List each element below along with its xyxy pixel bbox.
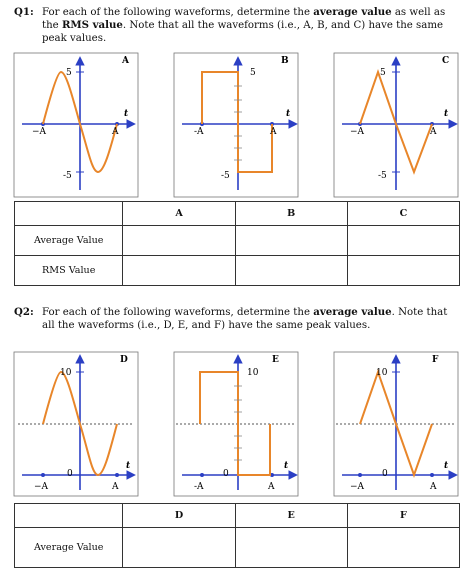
q1-cell-avg-a[interactable] xyxy=(123,226,235,256)
graph-d-letter: D xyxy=(120,355,128,365)
graph-a-letter: A xyxy=(122,56,129,66)
graph-b-negx: -A xyxy=(194,127,204,137)
graph-d-negx: −A xyxy=(34,482,49,492)
graph-f-frame xyxy=(334,352,458,496)
graph-f-negx: −A xyxy=(350,482,365,492)
graph-f-wave xyxy=(360,372,432,475)
graph-e-posx: A xyxy=(268,482,275,492)
graph-a-tick-pos xyxy=(115,122,119,126)
q1-number: Q1: xyxy=(14,6,34,18)
graph-f-t: t xyxy=(444,461,449,471)
graph-b-neg: -5 xyxy=(221,171,230,181)
q2-table xyxy=(14,503,460,568)
q1-cell-avg-b[interactable] xyxy=(235,226,347,256)
graph-b-tick-pos xyxy=(270,122,274,126)
graph-c-frame xyxy=(334,53,458,197)
graph-c xyxy=(334,53,458,197)
q2-number: Q2: xyxy=(14,306,34,318)
graph-e xyxy=(174,352,298,496)
graph-e-wave xyxy=(200,372,270,475)
graph-d-posx: A xyxy=(112,482,119,492)
q1-header-b: B xyxy=(235,202,347,226)
graph-f-zero: 0 xyxy=(382,469,388,479)
q1-header-a: A xyxy=(123,202,235,226)
graph-e-t: t xyxy=(284,461,289,471)
q2-cell-avg-d[interactable] xyxy=(123,528,235,568)
graph-e-zero: 0 xyxy=(223,469,229,479)
graph-c-wave xyxy=(360,72,432,172)
graph-a-t: t xyxy=(124,109,129,119)
graph-d-frame xyxy=(14,352,138,496)
graph-d-peak: 10 xyxy=(60,368,72,378)
graph-d-t: t xyxy=(126,461,131,471)
q1-cell-rms-c[interactable] xyxy=(347,256,459,286)
graph-c-tick-neg xyxy=(358,122,362,126)
graph-a-negx: −A xyxy=(32,127,47,137)
q1-row-average-label: Average Value xyxy=(15,226,123,256)
graph-a-neg: -5 xyxy=(63,171,72,181)
graph-a-tick-neg xyxy=(41,122,45,126)
q2-row-average-label: Average Value xyxy=(15,528,123,568)
graph-b-t: t xyxy=(286,109,291,119)
graph-b-peak: 5 xyxy=(250,68,256,78)
q2-header-d: D xyxy=(123,504,235,528)
q2-text: For each of the following waveforms, determine the average value. Note that all the waveforms (i.e., D, E, and F) have the same peak values. xyxy=(42,306,448,331)
q1-cell-rms-b[interactable] xyxy=(235,256,347,286)
graph-c-peak: 5 xyxy=(380,68,386,78)
q1-header-blank xyxy=(15,202,123,226)
graph-c-letter: C xyxy=(442,56,450,66)
graph-f-letter: F xyxy=(432,355,439,365)
graph-a-posx: A xyxy=(112,127,119,137)
graph-d xyxy=(14,352,138,496)
graph-c-posx: A xyxy=(430,127,437,137)
graph-b xyxy=(174,53,298,197)
q1-table xyxy=(14,201,460,286)
graph-f xyxy=(334,352,458,496)
graph-c-t: t xyxy=(444,109,449,119)
graph-a xyxy=(14,53,138,197)
graph-a-peak: 5 xyxy=(66,68,72,78)
q2-cell-avg-f[interactable] xyxy=(347,528,459,568)
q2-header-blank xyxy=(15,504,123,528)
graph-b-wave xyxy=(202,72,272,172)
graph-d-zero: 0 xyxy=(67,469,73,479)
graph-b-frame xyxy=(174,53,298,197)
q2-header-e: E xyxy=(235,504,347,528)
graph-f-peak: 10 xyxy=(376,368,388,378)
graph-e-negx: -A xyxy=(194,482,204,492)
q2-header-f: F xyxy=(347,504,459,528)
graph-b-letter: B xyxy=(281,56,289,66)
graph-f-posx: A xyxy=(430,482,437,492)
graph-c-neg: -5 xyxy=(378,171,387,181)
graph-e-peak: 10 xyxy=(247,368,259,378)
q1-row-rms-label: RMS Value xyxy=(15,256,123,286)
graph-b-posx: A xyxy=(270,127,277,137)
q2-question xyxy=(14,306,462,332)
graph-a-wave xyxy=(43,72,117,172)
q1-cell-rms-a[interactable] xyxy=(123,256,235,286)
q2-cell-avg-e[interactable] xyxy=(235,528,347,568)
graph-e-frame xyxy=(174,352,298,496)
q1-cell-avg-c[interactable] xyxy=(347,226,459,256)
q1-header-c: C xyxy=(347,202,459,226)
graph-e-letter: E xyxy=(272,355,279,365)
graph-c-negx: −A xyxy=(350,127,365,137)
q1-text: For each of the following waveforms, determine the average value as well as the RMS value. Note that all the waveforms (i.e., A, B, and C) have the same peak values. xyxy=(42,6,446,44)
graph-c-tick-pos xyxy=(430,122,434,126)
graph-b-tick-neg xyxy=(200,122,204,126)
graph-a-frame xyxy=(14,53,138,197)
graph-d-wave xyxy=(43,372,117,475)
q1-question xyxy=(14,6,462,45)
